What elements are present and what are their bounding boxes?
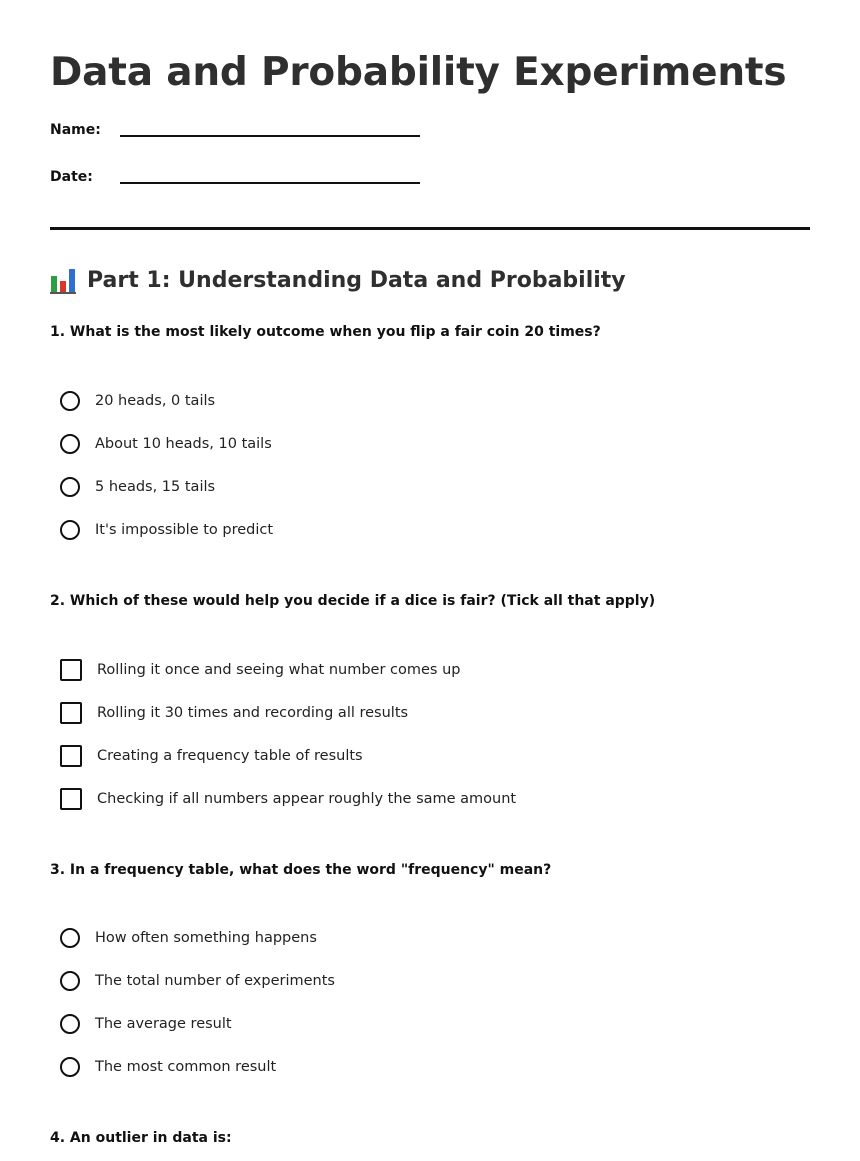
question-4: 4. An outlier in data is: <box>50 1130 232 1146</box>
question-1: 1. What is the most likely outcome when you flip a fair coin 20 times? <box>50 324 601 340</box>
q1-option-3[interactable] <box>60 474 215 500</box>
q3-option-1[interactable] <box>60 925 317 951</box>
q1-option-1[interactable] <box>60 388 215 414</box>
name-input-line[interactable] <box>120 135 420 137</box>
section-heading-part1 <box>50 266 626 294</box>
option-label: The average result <box>95 1016 232 1032</box>
date-field[interactable] <box>50 169 430 193</box>
checkbox[interactable] <box>60 659 82 681</box>
page-title: Data and Probability Experiments <box>50 50 787 95</box>
radio-button[interactable] <box>60 1014 80 1034</box>
radio-button[interactable] <box>60 391 80 411</box>
option-label: Checking if all numbers appear roughly the same amount <box>97 791 517 807</box>
checkbox[interactable] <box>60 702 82 724</box>
q2-option-1[interactable] <box>60 657 460 683</box>
q1-option-2[interactable] <box>60 431 272 457</box>
option-label: The most common result <box>95 1059 277 1075</box>
q3-option-3[interactable] <box>60 1011 232 1037</box>
option-label: Creating a frequency table of results <box>97 748 363 764</box>
date-input-line[interactable] <box>120 182 420 184</box>
option-label: How often something happens <box>95 930 317 946</box>
option-label: The total number of experiments <box>95 973 335 989</box>
q2-option-3[interactable] <box>60 743 363 769</box>
date-label: Date: <box>50 169 93 185</box>
name-field[interactable] <box>50 122 430 146</box>
checkbox[interactable] <box>60 788 82 810</box>
bar-chart-icon-bar-3 <box>69 269 75 293</box>
radio-button[interactable] <box>60 928 80 948</box>
q1-option-4[interactable] <box>60 517 273 543</box>
option-label: It's impossible to predict <box>95 522 274 538</box>
option-label: 20 heads, 0 tails <box>95 393 216 409</box>
option-label: Rolling it once and seeing what number comes up <box>97 662 461 678</box>
option-label: 5 heads, 15 tails <box>95 479 216 495</box>
radio-button[interactable] <box>60 434 80 454</box>
q2-option-2[interactable] <box>60 700 408 726</box>
name-label: Name: <box>50 122 101 138</box>
radio-button[interactable] <box>60 477 80 497</box>
bar-chart-icon-baseline <box>50 292 76 294</box>
q2-option-4[interactable] <box>60 786 516 812</box>
q3-option-2[interactable] <box>60 968 335 994</box>
bar-chart-icon-bar-2 <box>60 281 66 293</box>
header-divider <box>50 227 810 230</box>
bar-chart-icon <box>50 266 76 294</box>
option-label: Rolling it 30 times and recording all results <box>97 705 409 721</box>
checkbox[interactable] <box>60 745 82 767</box>
option-label: About 10 heads, 10 tails <box>95 436 272 452</box>
radio-button[interactable] <box>60 520 80 540</box>
q3-option-4[interactable] <box>60 1054 276 1080</box>
bar-chart-icon-bar-1 <box>51 276 57 293</box>
question-3: 3. In a frequency table, what does the word "frequency" mean? <box>50 862 552 878</box>
question-2: 2. Which of these would help you decide if a dice is fair? (Tick all that apply) <box>50 593 656 609</box>
section-heading-text: Part 1: Understanding Data and Probability <box>87 267 626 293</box>
radio-button[interactable] <box>60 971 80 991</box>
radio-button[interactable] <box>60 1057 80 1077</box>
